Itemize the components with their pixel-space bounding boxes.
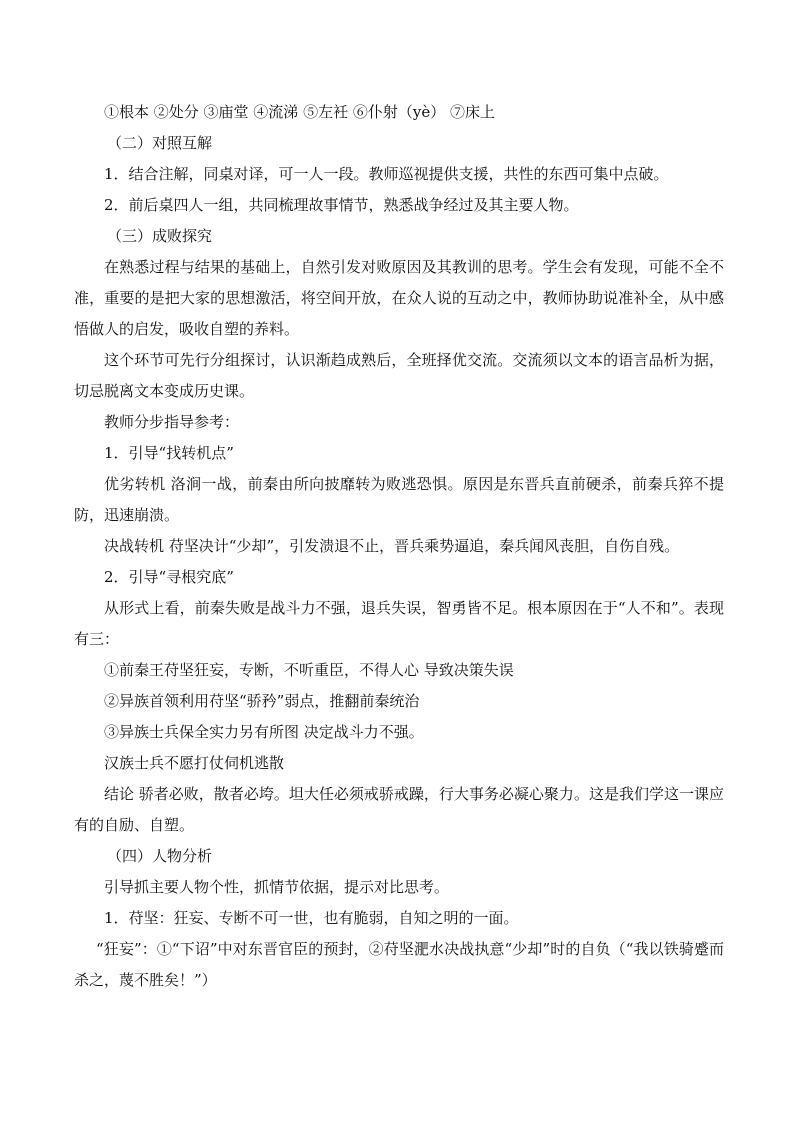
guide-2-heading: 2．引导“寻根究底” (104, 568, 234, 586)
paragraph-arrogance: “狂妄”：①“下诏”中对东晋官臣的预封，②苻坚淝水决战执意“少却”时的自负（“我以铁骑蹙而杀之，蔑不胜矣！”） (74, 940, 724, 989)
document-body (74, 97, 724, 996)
cause-3-continued: 汉族士兵不愿打仗伺机逃散 (104, 754, 285, 772)
guide-1-heading: 1．引导“找转机点” (104, 444, 234, 462)
cause-1: ①前秦王苻坚狂妄，专断，不听重臣，不得人心 导致决策失误 (104, 661, 514, 679)
step-2: 2．前后桌四人一组，共同梳理故事情节，熟悉战争经过及其主要人物。 (104, 196, 579, 214)
vocab-list: ①根本 ②处分 ③庙堂 ④流涕 ⑤左衽 ⑥仆射（yè） ⑦床上 (104, 103, 495, 121)
teacher-guide-label: 教师分步指导参考： (104, 413, 240, 431)
paragraph-analysis: 在熟悉过程与结果的基础上，自然引发对败原因及其教训的思考。学生会有发现，可能不全不准，重要的是把大家的思想激活，将空间开放，在众人说的互动之中，教师协助说准补全，从中感悟做人的启发，吸收自塑的养料。 (74, 258, 724, 338)
character-intro: 引导抓主要人物个性，抓情节依据，提示对比思考。 (104, 878, 450, 896)
paragraph-turning-point-2: 决战转机 苻坚决计“少却”，引发溃退不止，晋兵乘势逼追，秦兵闻风丧胆，自伤自残。 (104, 537, 680, 555)
paragraph-conclusion: 结论 骄者必败，散者必垮。坦大任必须戒骄戒躁，行大事务必凝心聚力。这是我们学这一课应有的自励、自塑。 (74, 785, 724, 834)
cause-3: ③异族士兵保全实力另有所图 决定战斗力不强。 (104, 723, 424, 741)
step-1: 1．结合注解，同桌对译，可一人一段。教师巡视提供支援，共性的东西可集中点破。 (104, 165, 669, 183)
paragraph-turning-point-1: 优劣转机 洛涧一战，前秦由所向披靡转为败逃恐惧。原因是东晋兵直前硬杀，前秦兵猝不提防，迅速崩溃。 (74, 475, 724, 524)
section-heading-4: （四）人物分析 (107, 847, 213, 865)
section-heading-3: （三）成败探究 (107, 227, 213, 245)
character-fujian: 1．苻坚：狂妄、专断不可一世，也有脆弱，自知之明的一面。 (104, 909, 519, 927)
cause-2: ②异族首领利用苻坚“骄矜”弱点，推翻前秦统治 (104, 692, 420, 710)
section-heading-2: （二）对照互解 (107, 134, 213, 152)
paragraph-group-discussion: 这个环节可先行分组探讨，认识渐趋成熟后，全班择优交流。交流须以文本的语言品析为据，切忌脱离文本变成历史课。 (74, 351, 724, 400)
paragraph-root-cause: 从形式上看，前秦失败是战斗力不强，退兵失误，智勇皆不足。根本原因在于“人不和”。表现有三： (74, 599, 724, 648)
